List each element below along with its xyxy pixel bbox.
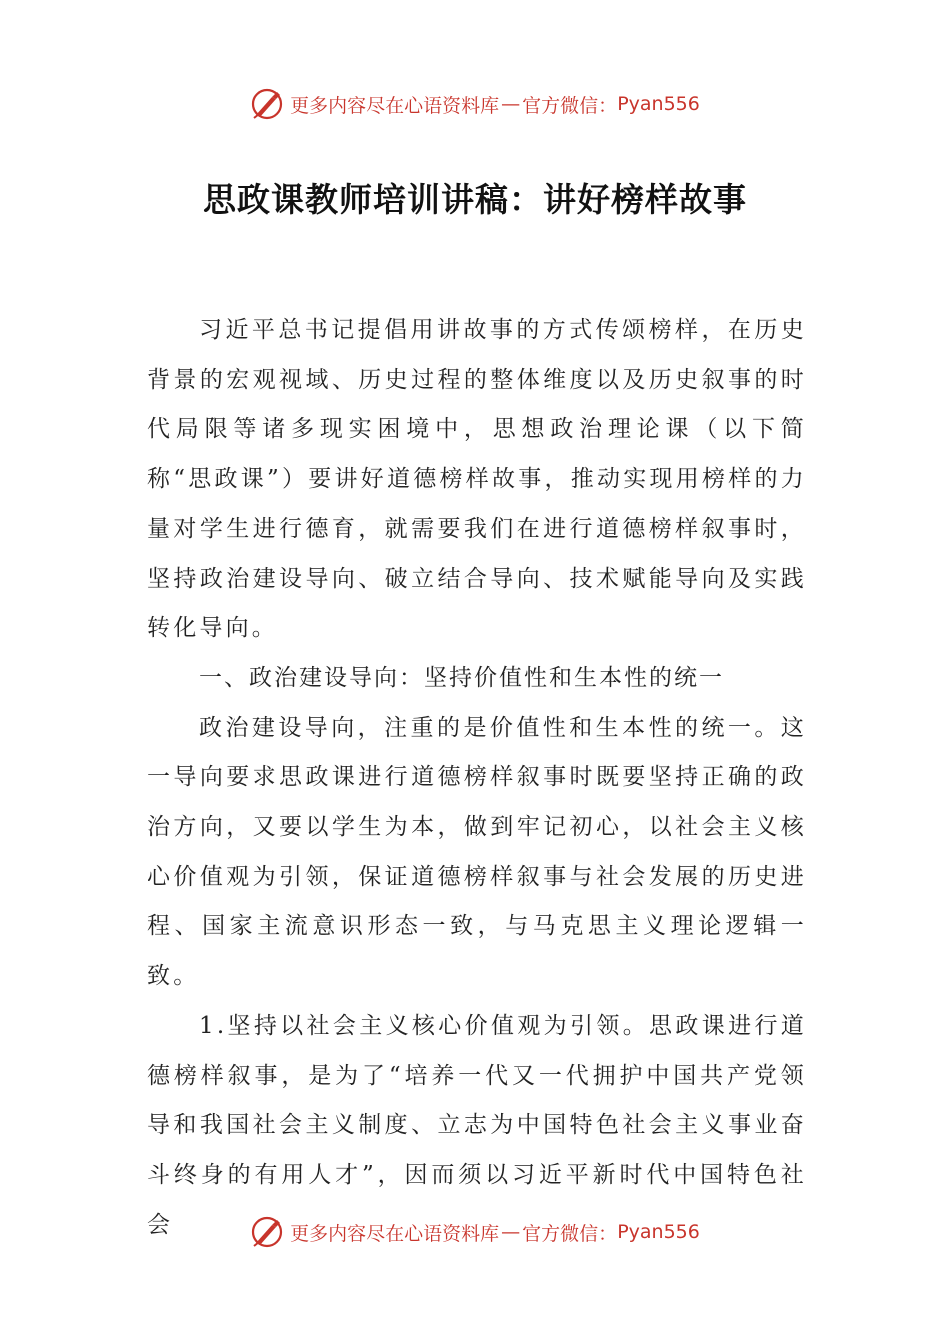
document-body <box>147 306 807 1250</box>
watermark-wechat-id: Pyan556 <box>617 1221 700 1243</box>
watermark-text: 更多内容尽在心语资料库 <box>290 94 500 117</box>
watermark-header <box>0 84 950 124</box>
paragraph-intro: 习近平总书记提倡用讲故事的方式传颂榜样，在历史背景的宏观视域、历史过程的整体维度以及历史叙事的时代局限等诸多现实困境中，思想政治理论课（以下简称“思政课”）要讲好道德榜样故事，推动实现用榜样的力量对学生进行德育，就需要我们在进行道德榜样叙事时，坚持政治建设导向、破立结合导向、技术赋能导向及实践转化导向。 <box>147 317 807 642</box>
watermark-wechat-id: Pyan556 <box>617 93 700 115</box>
pen-logo-icon <box>250 1215 284 1249</box>
watermark-separator: — <box>501 93 521 115</box>
document-title: 思政课教师培训讲稿：讲好榜样故事 <box>203 180 747 219</box>
watermark-wechat-label: 官方微信： <box>522 94 618 117</box>
watermark-footer <box>0 1212 950 1252</box>
paragraph-section-one: 政治建设导向，注重的是价值性和生本性的统一。这一导向要求思政课进行道德榜样叙事时既要坚持正确的政治方向，又要以学生为本，做到牢记初心，以社会主义核心价值观为引领，保证道德榜样叙事与社会发展的历史进程、国家主流意识形态一致，与马克思主义理论逻辑一致。 <box>147 714 807 990</box>
pen-logo-icon <box>250 87 284 121</box>
watermark-wechat-label: 官方微信： <box>522 1222 618 1245</box>
watermark-text: 更多内容尽在心语资料库 <box>290 1222 500 1245</box>
paragraph-point-one: 1.坚持以社会主义核心价值观为引领。思政课进行道德榜样叙事，是为了“培养一代又一代拥护中国共产党领导和我国社会主义制度、立志为中国特色社会主义事业奋斗终身的有用人才”，因而须以习近平新时代中国特色社会 <box>147 1012 807 1238</box>
section-heading: 一、政治建设导向：坚持价值性和生本性的统一 <box>199 664 724 691</box>
watermark-separator: — <box>501 1221 521 1243</box>
